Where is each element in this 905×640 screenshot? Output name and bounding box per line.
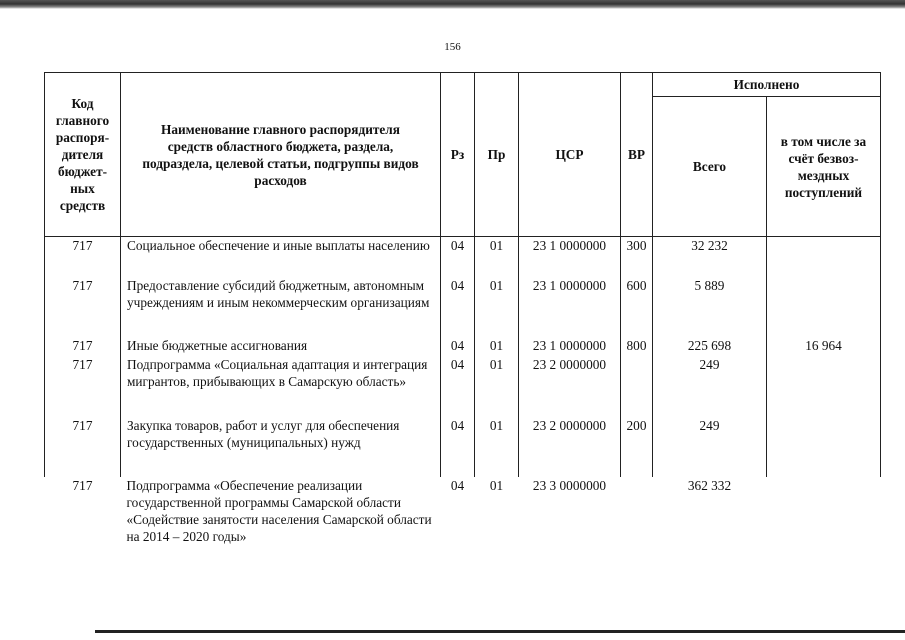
- cell-rz: 04: [441, 356, 475, 417]
- cell-name: Закупка товаров, работ и услуг для обеспечения государственных (муниципальных) нужд: [121, 417, 441, 477]
- table-row: [45, 477, 881, 557]
- header-total: Всего: [653, 97, 767, 237]
- cell-gratuitous: [767, 477, 881, 557]
- cell-total: 249: [653, 356, 767, 417]
- cell-rz: 04: [450, 477, 465, 493]
- cell-pr: 01: [489, 477, 504, 493]
- cell-vr: 200: [621, 417, 653, 477]
- cell-vr: 300: [621, 237, 653, 277]
- cell-csr: 23 1 0000000: [519, 237, 621, 277]
- cell-code: 717: [45, 356, 121, 417]
- cell-gratuitous: [767, 417, 881, 477]
- header-executed: Исполнено: [653, 73, 881, 97]
- cell-total: 32 232: [653, 237, 767, 277]
- cell-pr: 01: [475, 356, 519, 417]
- cell-rz: 04: [441, 417, 475, 477]
- cell-total: 362 332: [687, 477, 732, 493]
- cell-gratuitous: [767, 277, 881, 337]
- cell-total: 249: [653, 417, 767, 477]
- cell-code: 717: [45, 277, 121, 337]
- cell-name: Подпрограмма «Социальная адаптация и интеграция мигрантов, прибывающих в Самарскую область»: [121, 356, 441, 417]
- cell-name: Предоставление субсидий бюджетным, автономным учреждениям и иным некоммерческим организациям: [121, 277, 441, 337]
- header-rz: Рз: [441, 73, 475, 237]
- cell-pr: 01: [475, 277, 519, 337]
- scan-edge-bottom: [95, 630, 905, 633]
- cell-gratuitous: 16 964: [767, 337, 881, 356]
- cell-total: 225 698: [653, 337, 767, 356]
- table-header: [45, 73, 881, 237]
- header-code: Код главного распоря-дителя бюджет-ных средств: [45, 73, 121, 237]
- cell-csr: 23 2 0000000: [519, 417, 621, 477]
- table-row: [45, 356, 881, 417]
- page-number: 156: [444, 41, 461, 53]
- cell-name: Подпрограмма «Обеспечение реализации государственной программы Самарской области «Содействие занятости населения Самарской области на 2014 – 2020 годы»: [126, 477, 432, 544]
- table-row: [45, 277, 881, 337]
- cell-rz: 04: [441, 337, 475, 356]
- cell-gratuitous: [767, 237, 881, 277]
- cell-vr: 600: [621, 277, 653, 337]
- header-name: Наименование главного распорядителя средств областного бюджета, раздела, подраздела, целевой статьи, подгруппы видов расходов: [121, 73, 441, 237]
- cell-pr: 01: [475, 417, 519, 477]
- table-row: [45, 237, 881, 277]
- cell-code: 717: [45, 417, 121, 477]
- cell-name: Иные бюджетные ассигнования: [121, 337, 441, 356]
- table-row: [45, 417, 881, 477]
- cell-vr: [621, 477, 653, 557]
- cell-csr: 23 1 0000000: [519, 277, 621, 337]
- header-vr: ВР: [621, 73, 653, 237]
- cell-total: 5 889: [653, 277, 767, 337]
- cell-code: 717: [45, 337, 121, 356]
- cell-vr: [621, 356, 653, 417]
- cell-rz: 04: [441, 277, 475, 337]
- budget-table: [44, 72, 881, 557]
- cell-csr: 23 2 0000000: [519, 356, 621, 417]
- cell-pr: 01: [475, 237, 519, 277]
- table-row: [45, 337, 881, 356]
- cell-csr: 23 3 0000000: [532, 477, 607, 493]
- cell-gratuitous: [767, 356, 881, 417]
- cell-name: Социальное обеспечение и иные выплаты населению: [121, 237, 441, 277]
- header-csr: ЦСР: [519, 73, 621, 237]
- cell-rz: 04: [441, 237, 475, 277]
- cell-code: 717: [45, 237, 121, 277]
- cell-code: 717: [72, 477, 93, 493]
- cell-csr: 23 1 0000000: [519, 337, 621, 356]
- header-pr: Пр: [475, 73, 519, 237]
- table-body: [45, 237, 881, 557]
- cell-vr: 800: [621, 337, 653, 356]
- header-gratuitous: в том числе за счёт безвоз-мездных поступлений: [767, 97, 881, 237]
- scan-edge-top: [0, 0, 905, 9]
- cell-pr: 01: [475, 337, 519, 356]
